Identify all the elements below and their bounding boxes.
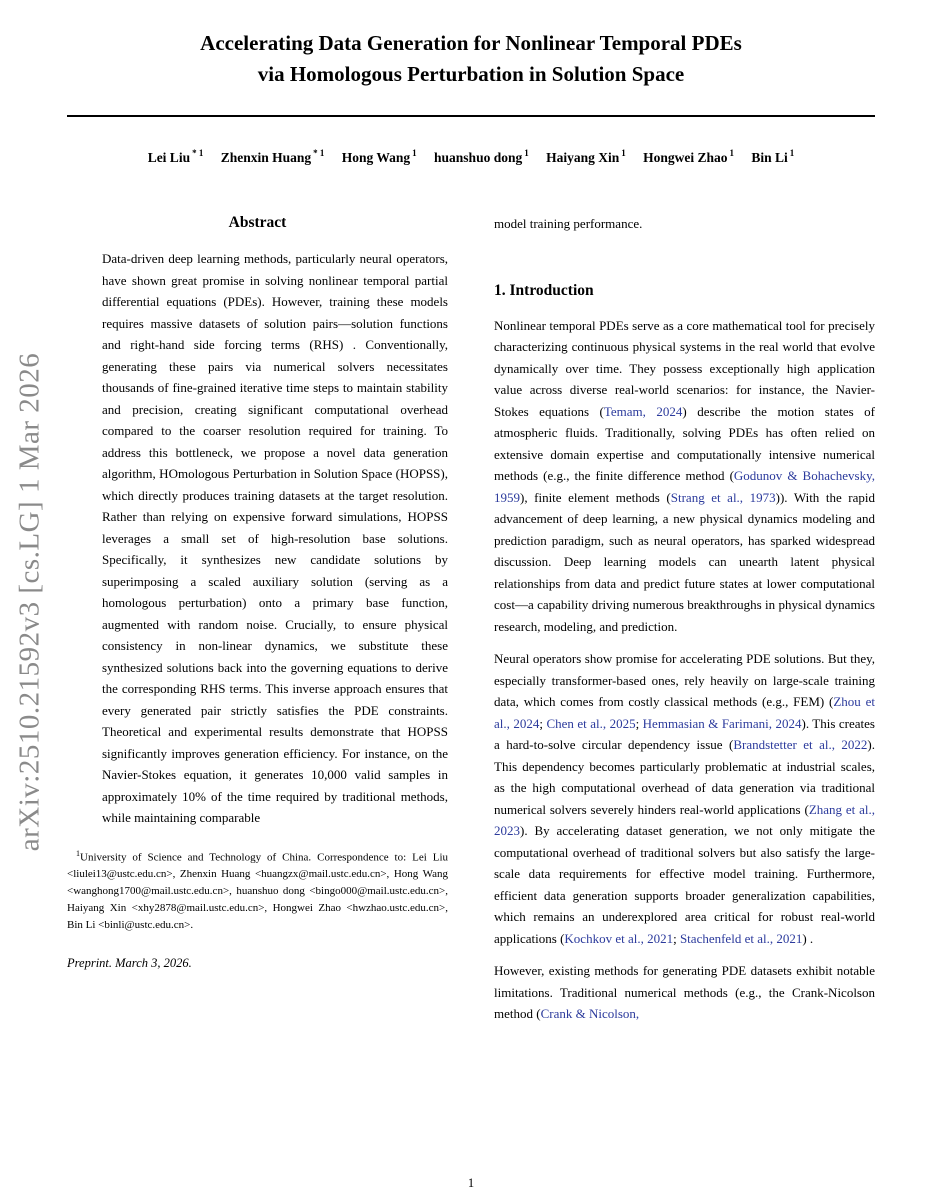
paragraph-text: ; <box>673 930 680 946</box>
author-affiliation-mark: * 1 <box>313 148 325 158</box>
paragraph-text: ; <box>635 715 643 731</box>
citation-link[interactable]: Zhang et al., 2023 <box>494 801 875 838</box>
paragraph-text: )). With the rapid advancement of deep learning, a new physical dynamics modeling and prediction paradigm, such as neural operators, has sparked widespread discussion. Deep learning models can unearth latent physical relationships from data and predict future states at lower computational cost—a capability driving numerous breakthroughs in physical dynamics research, modeling, and prediction. <box>494 489 875 634</box>
author <box>221 150 325 165</box>
author-name: huanshuo dong <box>434 149 523 165</box>
paper-title-line-2: via Homologous Perturbation in Solution Space <box>257 62 685 86</box>
paragraph-text: ) describe the motion states of atmospheric fluids. Traditionally, solving PDEs has often relied on extensive domain expertise and computationally intensive numerical methods (e.g., the finite difference method ( <box>494 403 876 483</box>
author-affiliation-mark: 1 <box>729 148 735 158</box>
citation-link[interactable]: Brandstetter et al., 2022 <box>733 737 868 752</box>
author-name: Zhenxin Huang <box>220 149 312 165</box>
section-heading-introduction: 1. Introduction <box>494 281 594 299</box>
citation-link[interactable]: Godunov & Bohachevsky, 1959 <box>494 468 875 505</box>
paragraph-text: Neural operators show promise for accelerating PDE solutions. But they, especially transformer-based ones, rely heavily on large-scale training data, which comes from costly classical methods (e.g., FEM) ( <box>494 651 875 709</box>
arxiv-identifier: arXiv:2510.21592v3 [cs.LG] 1 Mar 2026 <box>13 352 46 852</box>
abstract-text: Data-driven deep learning methods, particularly neural operators, have shown great promise in solving nonlinear temporal partial differential equations (PDEs). However, training these models requires massive datasets of solution pairs—solution functions and right-hand side forcing terms (RHS) . Conventionally, generating these pairs via numerical solvers necessitates thousands of fine-grained iterative time steps to maintain stability and precision, creating significant computational overhead compared to the coarser resolution required for training. To address this bottleneck, we propose a novel data generation algorithm, HOmologous Perturbation in Solution Space (HOPSS), which directly produces training datasets at the target resolution. Rather than relying on expensive forward simulations, HOPSS leverages a small set of high-resolution base solutions. Specifically, it synthesizes new candidate solutions by superimposing a scaled auxiliary solution (serving as a homologous perturbation) onto a primary base function, augmented with random noise. Crucially, to ensure physical consistency in non-linear dynamics, we substitute these synthesized solutions back into the governing equations to derive the corresponding RHS terms. This inverse approach ensures that every generated pair strictly satisfies the PDE constraints. Theoretical and experimental results demonstrate that HOPSS significantly improves generation efficiency. For instance, on the Navier-Stokes equation, it generates 10,000 valid samples in approximately 10% of the time required by traditional methods, while maintaining comparable <box>102 251 448 825</box>
citation-link[interactable]: Chen et al., 2025 <box>546 715 636 731</box>
author-name: Haiyang Xin <box>546 149 620 165</box>
author-name: Hongwei Zhao <box>643 149 728 165</box>
paragraph-text: ). By accelerating dataset generation, we not only mitigate the computational overhead of traditional solvers but also satisfy the large-scale data requirements for effective model training. Furthermore, efficient data generation supports broader generalization capabilities, which remains an underexplored area critical for robust real-world applications ( <box>494 823 875 946</box>
author-name: Bin Li <box>751 149 788 165</box>
author-list <box>67 148 875 166</box>
author-affiliation-mark: 1 <box>412 148 417 158</box>
intro-paragraph-3 <box>494 960 875 1025</box>
page-number: 1 <box>467 1176 475 1190</box>
intro-paragraph-2 <box>494 648 875 949</box>
author <box>434 150 529 165</box>
citation-link[interactable]: Hemmasian & Farimani, 2024 <box>642 715 802 731</box>
author <box>148 150 204 165</box>
paragraph-text: However, existing methods for generating PDE datasets exhibit notable limitations. Traditional numerical methods (e.g., the Crank-Nicolson method ( <box>494 963 875 1021</box>
title-divider <box>67 115 875 117</box>
paragraph-text: ). This dependency becomes particularly problematic at industrial scales, as the high computational overhead of data generation via traditional numerical solvers severely hinders real-world applications ( <box>494 737 875 817</box>
author-affiliation-mark: 1 <box>789 148 795 158</box>
paper-title <box>67 28 875 90</box>
citation-link[interactable]: Crank & Nicolson, <box>540 1006 640 1021</box>
author <box>546 150 626 165</box>
abstract-heading: Abstract <box>228 214 287 231</box>
paper-header <box>0 0 942 166</box>
right-column <box>494 213 875 1036</box>
author-name: Hong Wang <box>341 149 411 165</box>
footnote-text: University of Science and Technology of China. Correspondence to: Lei Liu <liulei13@ustc.edu.cn>, Zhenxin Huang <huangzx@mail.ustc.edu.cn>, Hong Wang <wanghong1700@mail.ustc.edu.cn>, huanshuo dong <bingo000@mail.ustc.edu.cn>, Haiyang Xin <xhy2878@mail.ustc.edu.cn>, Hongwei Zhao <hwzhao.ustc.edu.cn>, Bin Li <binli@ustc.edu.cn>. <box>67 851 448 932</box>
paragraph-text: ; <box>539 715 547 731</box>
citation-link[interactable]: Kochkov et al., 2021 <box>564 930 674 946</box>
left-column <box>67 213 448 975</box>
author <box>643 150 734 165</box>
author-name: Lei Liu <box>147 149 191 165</box>
paragraph-text: ), finite element methods ( <box>520 489 671 505</box>
affiliation-footnote <box>67 845 448 935</box>
preprint-notice: Preprint. March 3, 2026. <box>67 956 192 971</box>
citation-link[interactable]: Zhou et al., 2024 <box>494 694 875 731</box>
author-affiliation-mark: * 1 <box>192 148 204 158</box>
citation-link[interactable]: Temam, 2024 <box>603 403 683 419</box>
author <box>751 150 794 165</box>
abstract-continuation: model training performance. <box>494 216 643 231</box>
intro-paragraph-1 <box>494 315 875 638</box>
citation-link[interactable]: Strang et al., 1973 <box>670 489 776 505</box>
citation-link[interactable]: Stachenfeld et al., 2021 <box>679 930 803 946</box>
paragraph-text: ) . <box>802 930 814 946</box>
paper-title-line-1: Accelerating Data Generation for Nonlinear Temporal PDEs <box>200 31 742 55</box>
author <box>342 150 417 165</box>
footnote-marker: 1 <box>76 848 80 858</box>
author-affiliation-mark: 1 <box>621 148 626 158</box>
paragraph-text: ). This creates a hard-to-solve circular dependency issue ( <box>494 715 875 752</box>
author-affiliation-mark: 1 <box>524 148 529 158</box>
paragraph-text: Nonlinear temporal PDEs serve as a core mathematical tool for precisely characterizing continuous physical systems in the real world that evolve dynamically over time. They possess exceptionally high application value across diverse real-world scenarios: for instance, the Navier-Stokes equations ( <box>494 317 875 419</box>
